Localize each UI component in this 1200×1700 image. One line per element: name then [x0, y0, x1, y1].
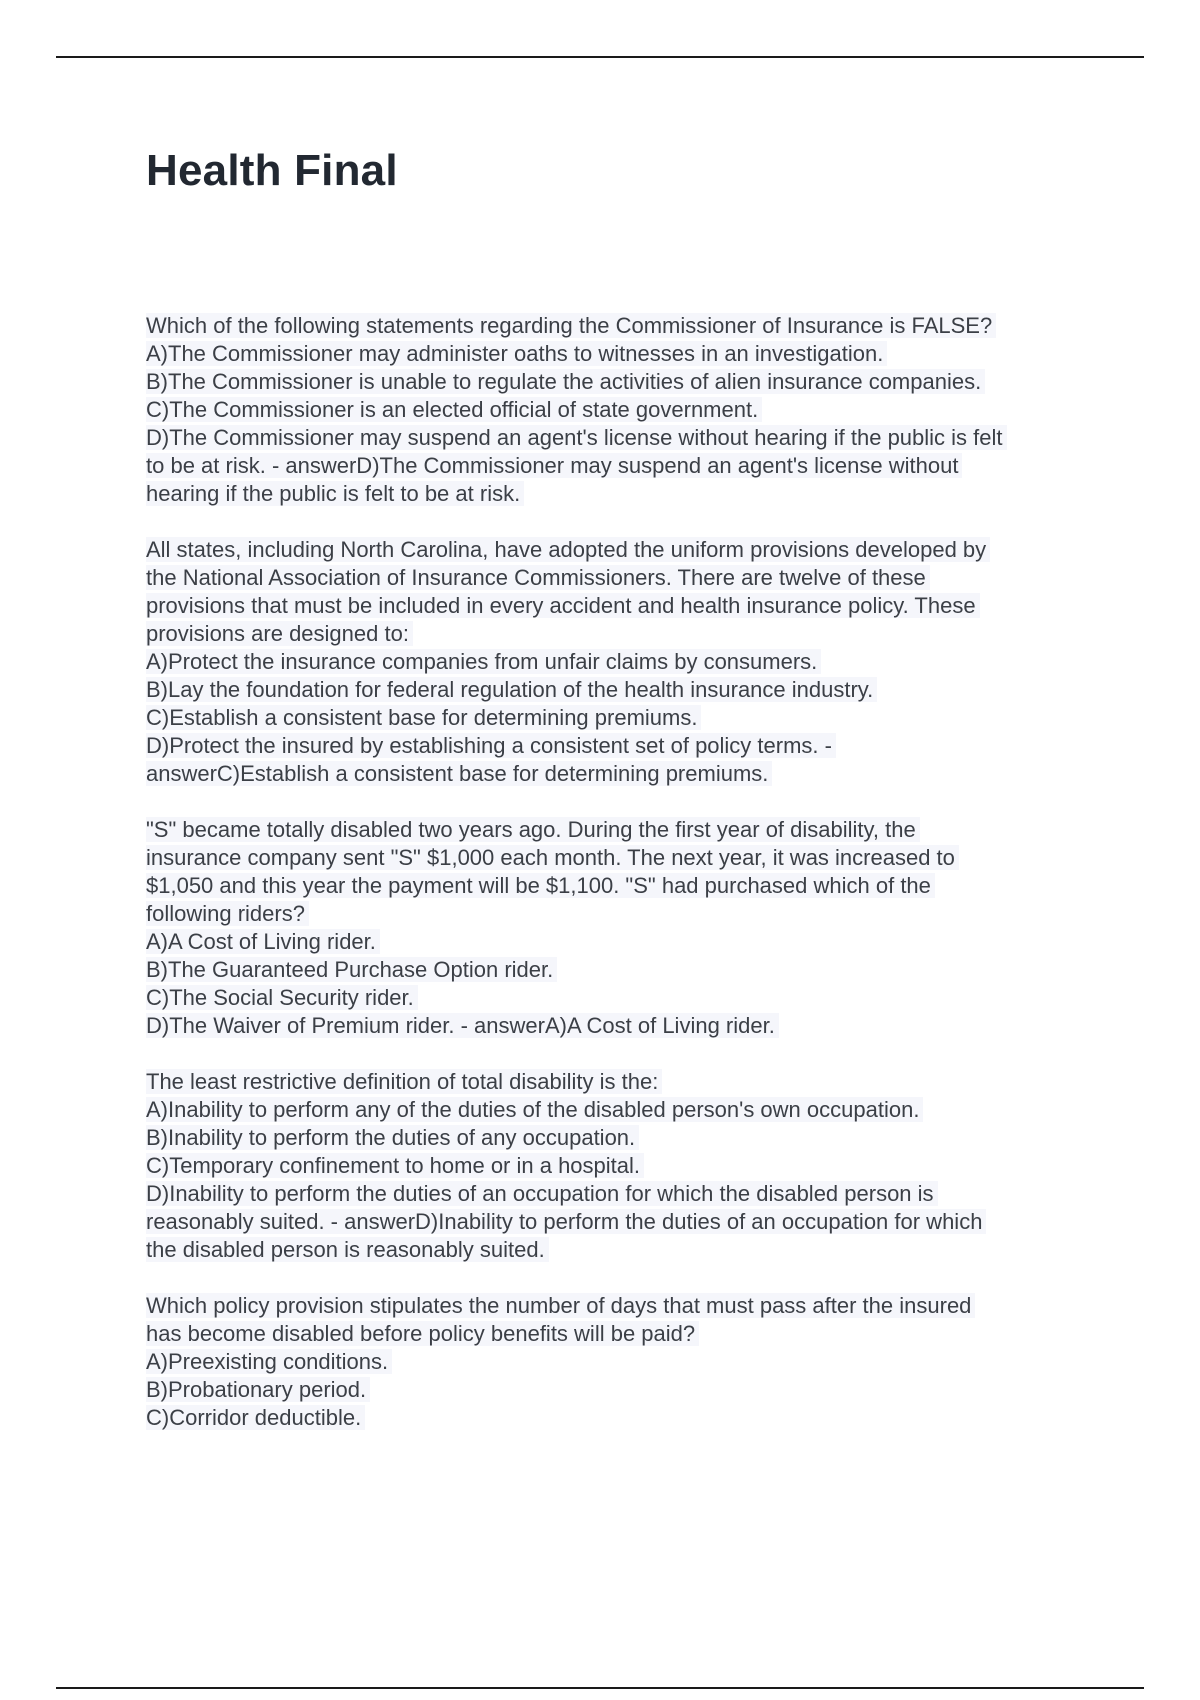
question-text-line	[146, 1348, 1086, 1376]
question-text-line	[146, 844, 1086, 872]
line-text: D)Inability to perform the duties of an occupation for which the disabled person is	[146, 1181, 938, 1206]
line-text: B)The Guaranteed Purchase Option rider.	[146, 957, 557, 982]
line-text: The least restrictive definition of total disability is the:	[146, 1069, 662, 1094]
question-text-line	[146, 704, 1086, 732]
line-text: the National Association of Insurance Commissioners. There are twelve of these	[146, 565, 930, 590]
line-text: A)The Commissioner may administer oaths to witnesses in an investigation.	[146, 341, 887, 366]
line-text: answerC)Establish a consistent base for determining premiums.	[146, 761, 772, 786]
question-text-line	[146, 536, 1086, 564]
question-text-line	[146, 340, 1086, 368]
question-text-line	[146, 648, 1086, 676]
line-text: A)A Cost of Living rider.	[146, 929, 380, 954]
page-title: Health Final	[146, 146, 398, 195]
line-text: following riders?	[146, 901, 309, 926]
top-divider	[56, 56, 1144, 58]
question-block	[146, 536, 1086, 788]
question-text-line	[146, 312, 1086, 340]
question-text-line	[146, 480, 1086, 508]
line-text: Which policy provision stipulates the number of days that must pass after the insured	[146, 1293, 975, 1318]
question-text-line	[146, 1012, 1086, 1040]
question-text-line	[146, 564, 1086, 592]
question-text-line	[146, 592, 1086, 620]
line-text: D)Protect the insured by establishing a consistent set of policy terms. -	[146, 733, 836, 758]
question-text-line	[146, 1292, 1086, 1320]
line-text: A)Preexisting conditions.	[146, 1349, 392, 1374]
question-text-line	[146, 1096, 1086, 1124]
line-text: C)Establish a consistent base for determining premiums.	[146, 705, 701, 730]
question-text-line	[146, 1180, 1086, 1208]
question-block	[146, 1068, 1086, 1264]
line-text: A)Inability to perform any of the duties of the disabled person's own occupation.	[146, 1097, 923, 1122]
question-block	[146, 1292, 1086, 1432]
question-text-line	[146, 956, 1086, 984]
line-text: C)The Social Security rider.	[146, 985, 418, 1010]
line-text: C)Corridor deductible.	[146, 1405, 365, 1430]
line-text: has become disabled before policy benefits will be paid?	[146, 1321, 699, 1346]
question-text-line	[146, 872, 1086, 900]
question-text-line	[146, 732, 1086, 760]
line-text: the disabled person is reasonably suited.	[146, 1237, 549, 1262]
question-text-line	[146, 1124, 1086, 1152]
line-text: Which of the following statements regarding the Commissioner of Insurance is FALSE?	[146, 313, 996, 338]
line-text: D)The Waiver of Premium rider. - answerA)A Cost of Living rider.	[146, 1013, 779, 1038]
question-text-line	[146, 1236, 1086, 1264]
line-text: All states, including North Carolina, have adopted the uniform provisions developed by	[146, 537, 990, 562]
line-text: to be at risk. - answerD)The Commissioner may suspend an agent's license without	[146, 453, 962, 478]
question-text-line	[146, 1376, 1086, 1404]
question-text-line	[146, 984, 1086, 1012]
line-text: provisions that must be included in every accident and health insurance policy. These	[146, 593, 980, 618]
line-text: hearing if the public is felt to be at risk.	[146, 481, 524, 506]
question-text-line	[146, 368, 1086, 396]
line-text: B)Inability to perform the duties of any occupation.	[146, 1125, 639, 1150]
line-text: A)Protect the insurance companies from unfair claims by consumers.	[146, 649, 821, 674]
line-text: B)Lay the foundation for federal regulation of the health insurance industry.	[146, 677, 877, 702]
line-text: B)Probationary period.	[146, 1377, 370, 1402]
question-text-line	[146, 452, 1086, 480]
question-text-line	[146, 1068, 1086, 1096]
line-text: "S" became totally disabled two years ago. During the first year of disability, the	[146, 817, 920, 842]
line-text: provisions are designed to:	[146, 621, 413, 646]
question-text-line	[146, 1208, 1086, 1236]
questions-container	[146, 312, 1086, 1460]
question-text-line	[146, 620, 1086, 648]
question-text-line	[146, 1152, 1086, 1180]
question-text-line	[146, 676, 1086, 704]
line-text: reasonably suited. - answerD)Inability to perform the duties of an occupation for which	[146, 1209, 986, 1234]
line-text: B)The Commissioner is unable to regulate the activities of alien insurance companies.	[146, 369, 985, 394]
bottom-divider	[56, 1687, 1144, 1689]
question-text-line	[146, 1404, 1086, 1432]
line-text: C)Temporary confinement to home or in a hospital.	[146, 1153, 644, 1178]
question-block	[146, 312, 1086, 508]
question-block	[146, 816, 1086, 1040]
line-text: $1,050 and this year the payment will be $1,100. "S" had purchased which of the	[146, 873, 935, 898]
question-text-line	[146, 396, 1086, 424]
question-text-line	[146, 900, 1086, 928]
question-text-line	[146, 928, 1086, 956]
line-text: C)The Commissioner is an elected official of state government.	[146, 397, 762, 422]
question-text-line	[146, 1320, 1086, 1348]
line-text: D)The Commissioner may suspend an agent's license without hearing if the public is felt	[146, 425, 1007, 450]
question-text-line	[146, 816, 1086, 844]
question-text-line	[146, 760, 1086, 788]
question-text-line	[146, 424, 1086, 452]
line-text: insurance company sent "S" $1,000 each month. The next year, it was increased to	[146, 845, 959, 870]
